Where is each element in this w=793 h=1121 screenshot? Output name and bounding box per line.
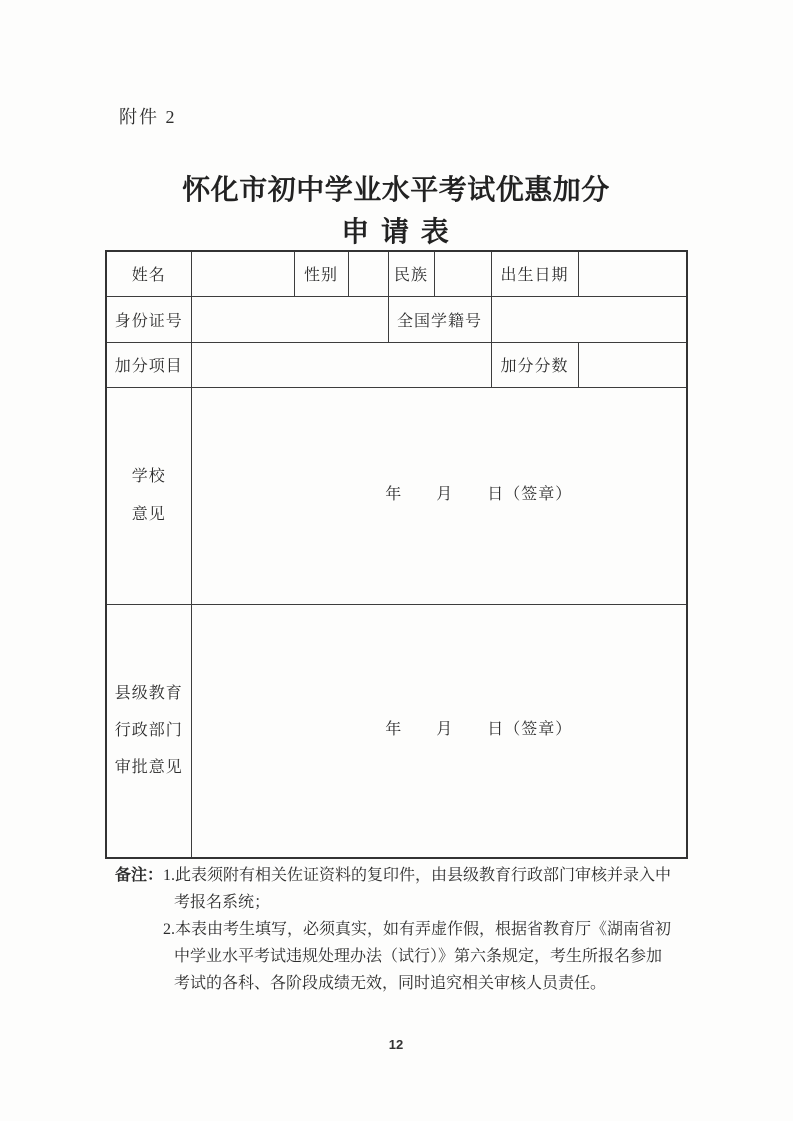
bonus-points-value-cell: [578, 342, 687, 387]
bonus-item-label: 加分项目: [106, 342, 191, 387]
school-opinion-label-line1: 学校: [131, 467, 166, 485]
row-personal-info: [106, 251, 687, 296]
school-sign-date-line: 年 月 日（签章）: [385, 485, 573, 503]
county-approval-content-cell: [191, 604, 687, 858]
bonus-points-label: 加分分数: [491, 342, 578, 387]
gender-label: 性别: [294, 251, 348, 296]
note-item1-line2: 考报名系统；: [174, 894, 271, 911]
birth-date-label: 出生日期: [491, 251, 578, 296]
national-student-id-label: 全国学籍号: [388, 296, 491, 342]
notes-section: [115, 862, 680, 997]
notes-label: 备注：: [115, 867, 164, 884]
page-number: 12: [388, 1037, 404, 1052]
application-form-table: [105, 250, 688, 859]
birth-date-value-cell: [578, 251, 687, 296]
county-approval-label-line1: 县级教育: [114, 684, 183, 702]
id-number-value-cell: [191, 296, 388, 342]
county-approval-label: [106, 604, 191, 858]
document-title: [105, 170, 687, 250]
ethnicity-label: 民族: [388, 251, 434, 296]
note-item1-line1: 1.此表须附有相关佐证资料的复印件，由县级教育行政部门审核并录入中: [163, 867, 672, 884]
county-approval-label-line3: 审批意见: [114, 758, 183, 776]
title-line-2: 申 请 表: [341, 216, 451, 247]
name-value-cell: [191, 251, 294, 296]
notes-body: [163, 862, 680, 997]
row-bonus: [106, 342, 687, 387]
attachment-label: 附件 2: [119, 107, 177, 127]
school-opinion-label-line2: 意见: [131, 505, 166, 523]
gender-value-cell: [348, 251, 388, 296]
id-number-label: 身份证号: [106, 296, 191, 342]
county-approval-label-line2: 行政部门: [114, 721, 183, 739]
note-item2-line2: 中学业水平考试违规处理办法（试行）》第六条规定，考生所报名参加: [174, 948, 663, 965]
note-item2-line1: 2.本表由考生填写，必须真实，如有弄虚作假，根据省教育厅《湖南省初: [163, 921, 672, 938]
title-line-1: 怀化市初中学业水平考试优惠加分: [182, 174, 610, 205]
school-opinion-label: [106, 387, 191, 604]
bonus-item-value-cell: [191, 342, 491, 387]
name-label: 姓名: [106, 251, 191, 296]
ethnicity-value-cell: [434, 251, 491, 296]
school-opinion-content-cell: [191, 387, 687, 604]
row-school-opinion: [106, 387, 687, 604]
national-student-id-value-cell: [491, 296, 687, 342]
county-sign-date-line: 年 月 日（签章）: [385, 720, 573, 738]
note-item2-line3: 考试的各科、各阶段成绩无效，同时追究相关审核人员责任。: [174, 975, 607, 992]
row-id-numbers: [106, 296, 687, 342]
row-county-approval: [106, 604, 687, 858]
